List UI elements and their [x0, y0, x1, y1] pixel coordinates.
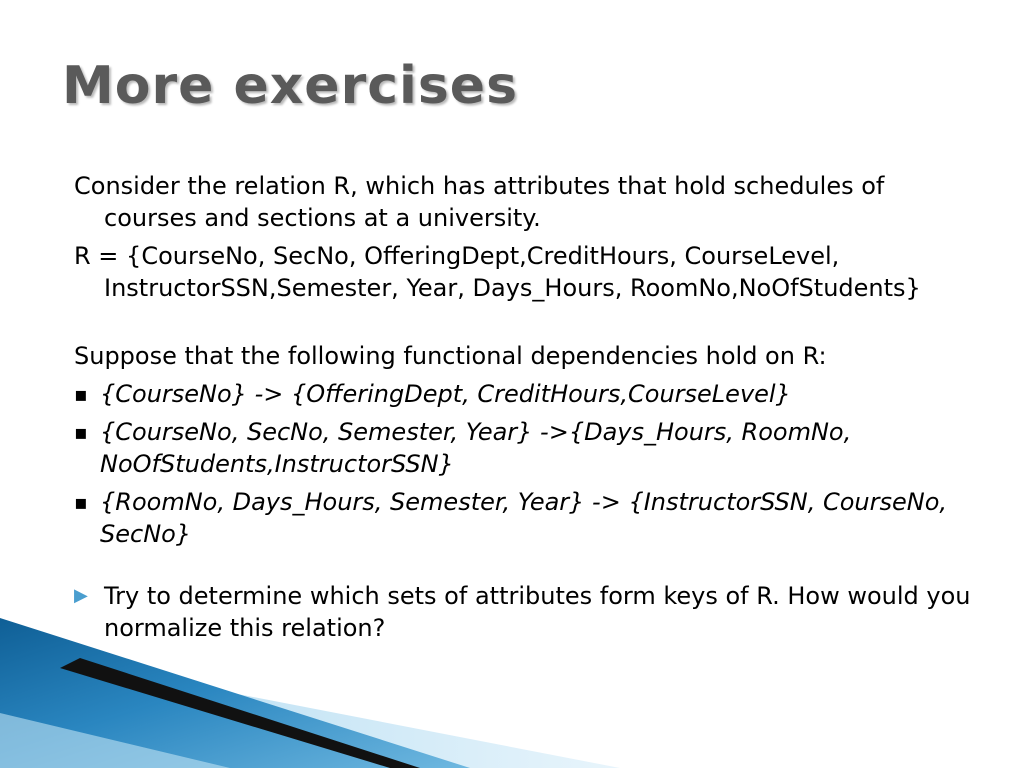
- slide-title: More exercises: [62, 56, 519, 116]
- fd-text: {CourseNo, SecNo, Semester, Year} ->{Days_Hours, RoomNo, NoOfStudents,InstructorSSN}: [100, 418, 852, 478]
- square-bullet-icon: ▪: [74, 382, 88, 406]
- fd-item: [74, 486, 974, 550]
- square-bullet-icon: ▪: [74, 420, 88, 444]
- fd-text: {CourseNo} -> {OfferingDept, CreditHours,CourseLevel}: [100, 380, 791, 408]
- intro-paragraph: Consider the relation R, which has attributes that hold schedules of courses and sections at a university.: [74, 172, 885, 232]
- square-bullet-icon: ▪: [74, 490, 88, 514]
- spacer: [74, 310, 974, 340]
- question-text: Try to determine which sets of attributes form keys of R. How would you normalize this relation?: [104, 582, 971, 642]
- relation-definition: R = {CourseNo, SecNo, OfferingDept,CreditHours, CourseLevel, InstructorSSN,Semester, Year, Days_Hours, RoomNo,NoOfStudents}: [74, 242, 921, 302]
- slide-body: [74, 170, 974, 644]
- fd-item: [74, 378, 974, 410]
- fd-text: {RoomNo, Days_Hours, Semester, Year} -> {InstructorSSN, CourseNo, SecNo}: [100, 488, 948, 548]
- question-item: [74, 580, 974, 644]
- arrow-bullet-icon: ▶: [74, 585, 88, 606]
- suppose-paragraph: Suppose that the following functional dependencies hold on R:: [74, 342, 827, 370]
- fd-item: [74, 416, 974, 480]
